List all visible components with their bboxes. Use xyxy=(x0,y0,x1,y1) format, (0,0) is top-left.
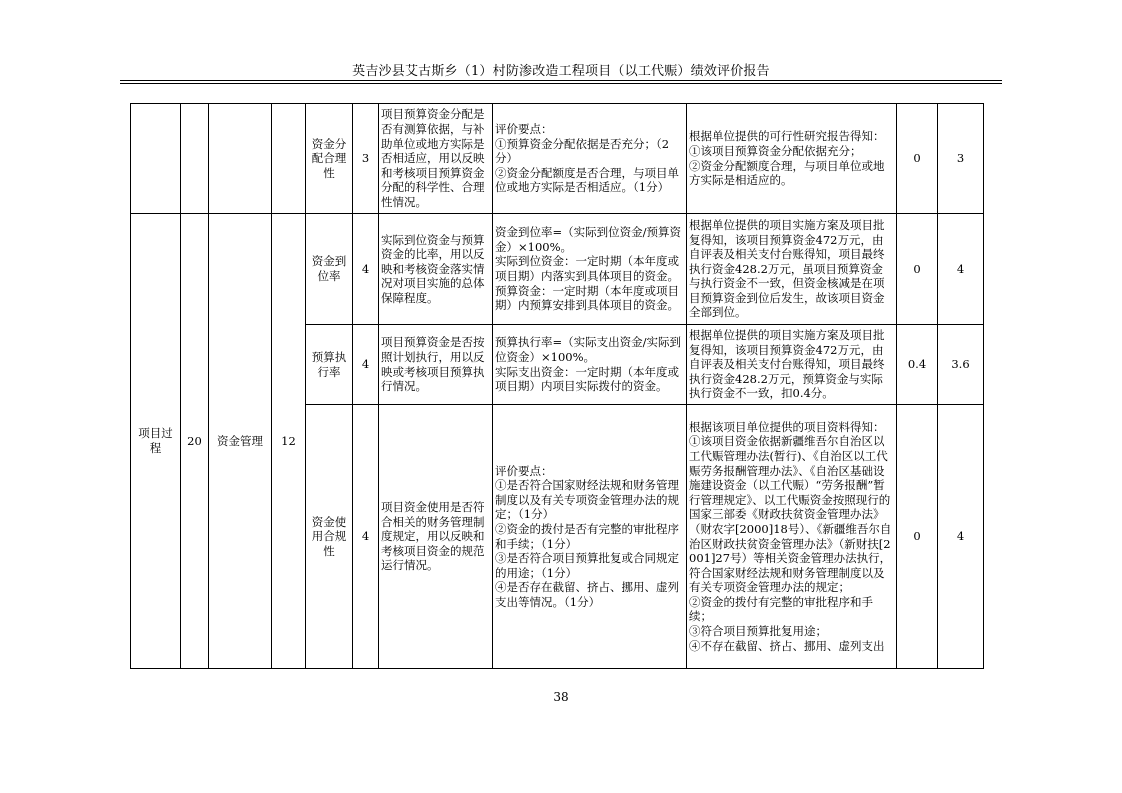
level1-indicator: 项目过程 xyxy=(131,214,181,669)
criteria-line: 预算资金：一定时期（本年度或项目期）内预算安排到具体项目的资金。 xyxy=(495,283,679,313)
criteria-line: 实际到位资金：一定时期（本年度或项目期）内落实到具体项目的资金。 xyxy=(495,254,679,283)
score-value: 3.6 xyxy=(938,325,984,405)
basis-line: ②资金分配额度合理，与项目单位或地方实际是相适应的。 xyxy=(689,158,885,188)
indicator-description: 实际到位资金与预算资金的比率，用以反映和考核资金落实情况对项目实施的总体保障程度。 xyxy=(379,214,493,325)
cell-level1-empty xyxy=(131,104,181,214)
indicator-criteria xyxy=(493,405,687,669)
basis-line: ②资金的拨付有完整的审批程序和手续； xyxy=(689,594,873,624)
indicator-name: 资金到位率 xyxy=(306,214,353,325)
indicator-criteria xyxy=(493,214,687,325)
criteria-line: 资金到位率=（实际到位资金/预算资金）×100%。 xyxy=(495,225,682,254)
criteria-line: ②资金的拨付是否有完整的审批程序和手续；（1分） xyxy=(495,521,679,551)
score-value: 3 xyxy=(938,104,984,214)
level2-score: 12 xyxy=(272,214,306,669)
indicator-description: 项目预算资金分配是否有测算依据，与补助单位或地方实际是否相适应，用以反映和考核项目预算资金分配的科学性、合理性情况。 xyxy=(379,104,493,214)
deduction-value: 0 xyxy=(897,405,938,669)
criteria-line: ①预算资金分配依据是否充分；（2分） xyxy=(495,136,670,166)
indicator-criteria xyxy=(493,104,687,214)
evaluation-basis xyxy=(687,104,897,214)
criteria-line: 评价要点： xyxy=(495,463,553,478)
evaluation-basis: 根据单位提供的项目实施方案及项目批复得知，该项目预算资金472万元，由自评表及相关支付台账得知，项目最终执行资金428.2万元，预算资金与实际执行资金不一致，扣0.4分。 xyxy=(687,325,897,405)
indicator-description: 项目资金使用是否符合相关的财务管理制度规定，用以反映和考核项目资金的规范运行情况。 xyxy=(379,405,493,669)
score-value: 4 xyxy=(938,214,984,325)
table-row xyxy=(131,104,984,214)
level2-indicator: 资金管理 xyxy=(209,214,272,669)
criteria-line: 评价要点： xyxy=(495,122,553,137)
indicator-criteria xyxy=(493,325,687,405)
cell-score1-empty xyxy=(181,104,209,214)
indicator-weight: 3 xyxy=(353,104,379,214)
report-header-title: 英吉沙县艾古斯乡（1）村防渗改造工程项目（以工代赈）绩效评价报告 xyxy=(352,64,770,79)
header-rule-thin xyxy=(120,83,1002,84)
indicator-weight: 4 xyxy=(353,405,379,669)
basis-line: ①该项目预算资金分配依据充分； xyxy=(689,143,862,158)
indicator-name: 资金使用合规性 xyxy=(306,405,353,669)
criteria-line: ③是否符合项目预算批复或合同规定的用途；（1分） xyxy=(495,551,679,580)
criteria-line: ②资金分配额度是否合理，与项目单位或地方实际是否相适应。（1分） xyxy=(495,165,679,195)
level1-score: 20 xyxy=(181,214,209,669)
indicator-description: 项目预算资金是否按照计划执行，用以反映或考核项目预算执行情况。 xyxy=(379,325,493,405)
cell-score2-empty xyxy=(272,104,306,214)
criteria-line: ④是否存在截留、挤占、挪用、虚列支出等情况。（1分） xyxy=(495,580,679,609)
criteria-line: 实际支出资金：一定时期（本年度或项目期）内项目实际拨付的资金。 xyxy=(495,364,679,394)
indicator-name: 预算执行率 xyxy=(306,325,353,405)
basis-line: ③符合项目预算批复用途； xyxy=(689,624,827,639)
indicator-weight: 4 xyxy=(353,325,379,405)
basis-line: ④不存在截留、挤占、挪用、虚列支出 xyxy=(689,638,885,653)
evaluation-table xyxy=(130,103,984,669)
basis-line: ①该项目资金依据新疆维吾尔自治区以工代赈管理办法(暂行)、《自治区以工代赈劳务报酬管理办法》、《自治区基础设施建设资金（以工代赈）“劳务报酬”暂行管理规定》、以工代赈资金按照现行的国家三部委《财政扶贫资金管理办法》（财农字[2000]18号）、《新疆维吾尔自治区财政扶贫资金管理办法》（新财扶[2001]27号）等相关资金管理办法执行，符合国家财经法规和财务管理制度以及有关专项资金管理办法的规定； xyxy=(689,434,892,595)
deduction-value: 0 xyxy=(897,104,938,214)
table-row xyxy=(131,214,984,325)
evaluation-basis xyxy=(687,405,897,669)
cell-level2-empty xyxy=(209,104,272,214)
basis-line: 根据该项目单位提供的项目资料得知： xyxy=(689,419,885,434)
header-rule-thick xyxy=(120,80,1002,81)
evaluation-basis: 根据单位提供的项目实施方案及项目批复得知，该项目预算资金472万元，由自评表及相关支付台账得知，项目最终执行资金428.2万元，虽项目预算资金与执行资金不一致，但资金核减是在项目预算资金到位后发生，故该项目资金全部到位。 xyxy=(687,214,897,325)
page-number: 38 xyxy=(553,690,569,704)
criteria-line: 预算执行率=（实际支出资金/实际到位资金）×100%。 xyxy=(495,335,682,364)
indicator-weight: 4 xyxy=(353,214,379,325)
indicator-name: 资金分配合理性 xyxy=(306,104,353,214)
basis-line: 根据单位提供的可行性研究报告得知： xyxy=(689,129,885,144)
deduction-value: 0.4 xyxy=(897,325,938,405)
score-value: 4 xyxy=(938,405,984,669)
criteria-line: ①是否符合国家财经法规和财务管理制度以及有关专项资金管理办法的规定；（1分） xyxy=(495,478,679,522)
deduction-value: 0 xyxy=(897,214,938,325)
